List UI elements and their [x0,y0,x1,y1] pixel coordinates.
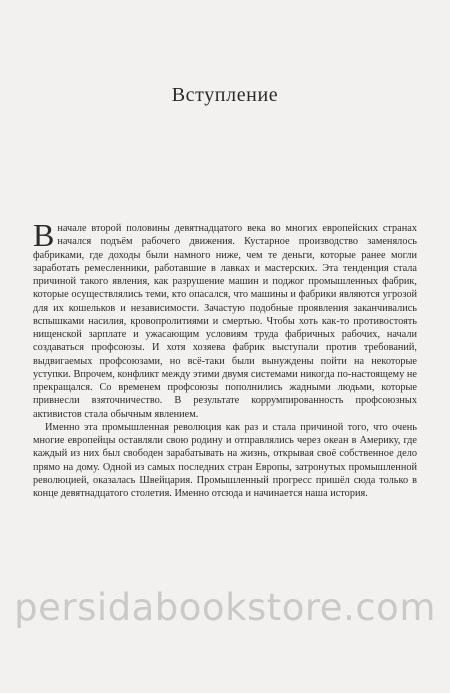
chapter-title: Вступление [171,84,279,106]
paragraph-2-text: Именно эта промышленная революция как раз и стала причиной того, что очень многие европейцы оставляли свою родину и отправлялись через океан в Америку, где каждый из них был свободен зарабатывать на жизнь, открывая своё собственное дело прямо на дому. Одной из самых последних стран Европы, затронутых промышленной революцией, оказалась Швейцария. Промышленный прогресс пришёл сюда только в конце девятнадцатого столетия. Именно отсюда и начинается наша история. [33,421,417,499]
paragraph-1-text: начале второй половины девятнадцатого века во многих европейских странах начался подъём рабочего движения. Кустарное производство заменялось фабриками, где доходы были намного ниже, чем те деньги, которые ранее могли заработать ремесленники, работавшие в лавках и мастерских. Эта тенденция стала причиной такого явления, как разрушение машин и поджог промышленных фабрик, которые осуществлялись теми, кто опасался, что машины и фабрики являются угрозой для их кошельков и независимости. Зачастую подобные проявления заканчивались вспышками насилия, кровопролитиями и смертью. Чтобы хоть как-то противостоять нищенской зарплате и ужасающим условиям труда фабричных рабочих, начали создаваться профсоюзы. И хотя хозяева фабрик выступали против требований, выдвигаемых профсоюзами, но всё-таки были вынуждены пойти на некоторые уступки. Впрочем, конфликт между этими двумя системами никогда по-настоящему не прекращался. Со временем профсоюзы пополнились жадными людьми, которые привнесли взяточничество. В результате коррумпированность профсоюзных активистов стала обычным явлением. [33,223,417,420]
chapter-body [33,217,417,500]
paragraph-1 [33,217,417,421]
drop-cap-letter: В [33,217,55,253]
paragraph-2 [33,421,417,501]
watermark-text: persidabookstore.com [14,586,436,629]
